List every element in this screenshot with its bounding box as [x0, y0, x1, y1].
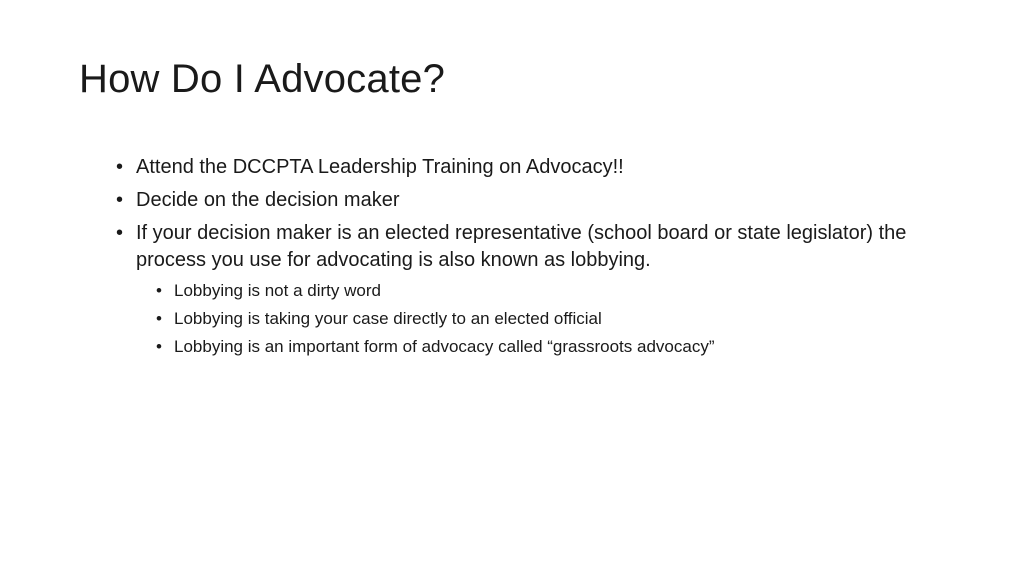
sub-bullet-text: Lobbying is taking your case directly to an elected official — [174, 309, 602, 328]
bullet-text: If your decision maker is an elected representative (school board or state legislator) the process you use for advocating is also known as lobbying. — [136, 222, 907, 271]
bullet-text: Attend the DCCPTA Leadership Training on Advocacy!! — [136, 156, 624, 178]
bullet-list — [116, 154, 916, 358]
sub-bullet-item-taking-case — [156, 307, 916, 330]
sub-bullet-item-grassroots — [156, 335, 916, 358]
sub-bullet-text: Lobbying is an important form of advocacy called “grassroots advocacy” — [174, 337, 715, 356]
bullet-item-elected-representative — [116, 220, 916, 358]
slide-content — [116, 154, 916, 364]
sub-bullet-list — [156, 279, 916, 358]
sub-bullet-item-not-dirty-word — [156, 279, 916, 302]
bullet-item-decision-maker — [116, 187, 916, 214]
sub-bullet-text: Lobbying is not a dirty word — [174, 281, 381, 300]
slide-title: How Do I Advocate? — [79, 57, 446, 101]
bullet-item-training — [116, 154, 916, 181]
bullet-text: Decide on the decision maker — [136, 189, 400, 211]
